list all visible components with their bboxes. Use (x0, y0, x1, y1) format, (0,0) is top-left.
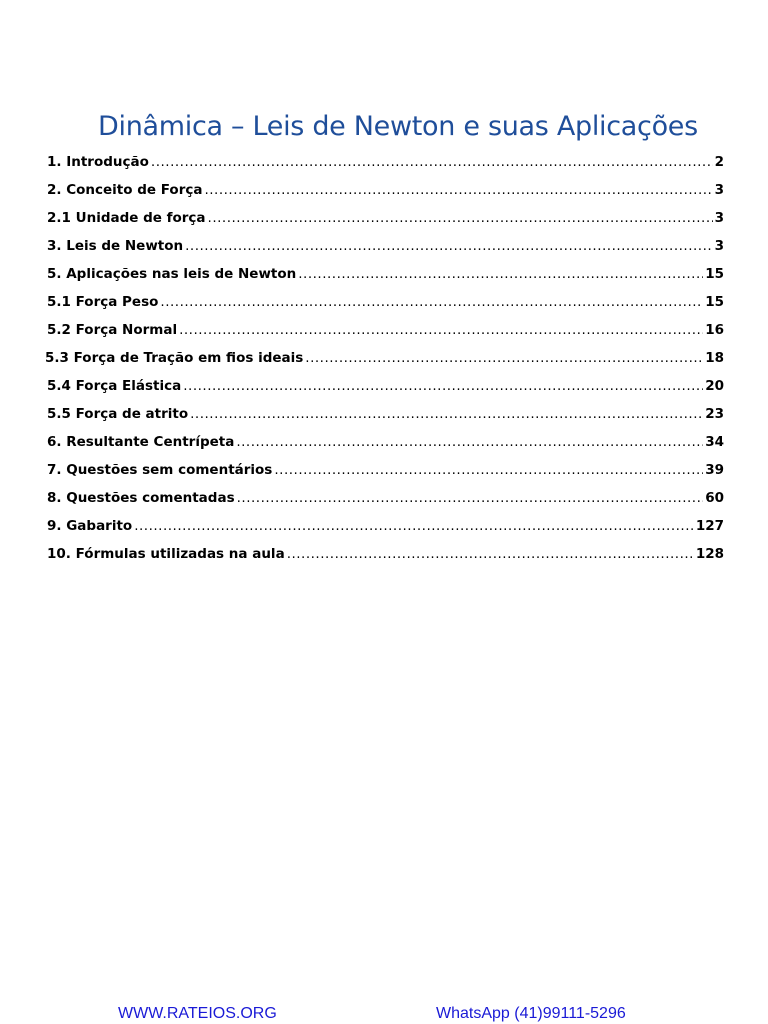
toc-entry[interactable] (47, 378, 724, 406)
toc-entry[interactable] (47, 406, 724, 434)
toc-entry-page: 18 (705, 350, 724, 366)
toc-entry-page: 15 (705, 294, 724, 310)
toc-entry-label: 5.3 Força de Tração em fios ideais (45, 350, 304, 366)
toc-dot-leader (236, 434, 703, 450)
toc-entry-page: 20 (705, 378, 724, 394)
toc-entry-label: 10. Fórmulas utilizadas na aula (47, 546, 285, 562)
toc-entry-page: 127 (695, 518, 724, 534)
toc-entry-label: 2.1 Unidade de força (47, 210, 206, 226)
toc-dot-leader (134, 518, 694, 534)
toc-entry[interactable] (47, 182, 724, 210)
toc-entry-label: 5.5 Força de atrito (47, 406, 189, 422)
toc-entry[interactable] (47, 322, 724, 350)
toc-dot-leader (305, 350, 703, 366)
toc-entry-page: 16 (705, 322, 724, 338)
table-of-contents (47, 154, 724, 574)
toc-entry-label: 5.4 Força Elástica (47, 378, 182, 394)
toc-dot-leader (204, 182, 712, 198)
toc-entry-page: 128 (695, 546, 724, 562)
toc-entry-page: 60 (705, 490, 724, 506)
toc-entry[interactable] (47, 546, 724, 574)
toc-entry-label: 7. Questões sem comentários (47, 462, 273, 478)
toc-entry[interactable] (45, 350, 724, 378)
document-title: Dinâmica – Leis de Newton e suas Aplicações (98, 111, 698, 142)
toc-entry-label: 1. Introdução (47, 154, 149, 170)
toc-dot-leader (298, 266, 703, 282)
toc-entry[interactable] (47, 154, 724, 182)
toc-entry-label: 3. Leis de Newton (47, 238, 184, 254)
toc-entry[interactable] (47, 490, 724, 518)
toc-dot-leader (185, 238, 712, 254)
toc-entry[interactable] (47, 462, 724, 490)
toc-dot-leader (183, 378, 703, 394)
toc-dot-leader (208, 210, 713, 226)
toc-entry-label: 2. Conceito de Força (47, 182, 203, 198)
toc-dot-leader (151, 154, 713, 170)
toc-entry-page: 15 (705, 266, 724, 282)
toc-entry-page: 3 (714, 210, 724, 226)
toc-entry-label: 6. Resultante Centrípeta (47, 434, 235, 450)
toc-entry[interactable] (47, 518, 724, 546)
toc-entry[interactable] (47, 434, 724, 462)
toc-entry-page: 2 (714, 154, 724, 170)
toc-dot-leader (287, 546, 694, 562)
toc-dot-leader (179, 322, 703, 338)
toc-entry[interactable] (47, 266, 724, 294)
toc-entry-label: 5.1 Força Peso (47, 294, 159, 310)
toc-entry-page: 3 (714, 182, 724, 198)
toc-dot-leader (160, 294, 703, 310)
toc-entry[interactable] (47, 238, 724, 266)
footer-whatsapp-contact[interactable]: WhatsApp (41)99111-5296 (436, 1005, 626, 1022)
toc-entry-page: 23 (705, 406, 724, 422)
toc-entry-label: 8. Questões comentadas (47, 490, 235, 506)
toc-entry-page: 39 (705, 462, 724, 478)
toc-entry-page: 3 (714, 238, 724, 254)
toc-entry-label: 5. Aplicações nas leis de Newton (47, 266, 297, 282)
toc-entry-page: 34 (705, 434, 724, 450)
toc-entry-label: 9. Gabarito (47, 518, 133, 534)
toc-entry[interactable] (47, 210, 724, 238)
toc-entry[interactable] (47, 294, 724, 322)
toc-entry-label: 5.2 Força Normal (47, 322, 178, 338)
toc-dot-leader (274, 462, 703, 478)
toc-dot-leader (237, 490, 704, 506)
footer-website-link[interactable]: WWW.RATEIOS.ORG (118, 1005, 277, 1022)
toc-dot-leader (190, 406, 703, 422)
